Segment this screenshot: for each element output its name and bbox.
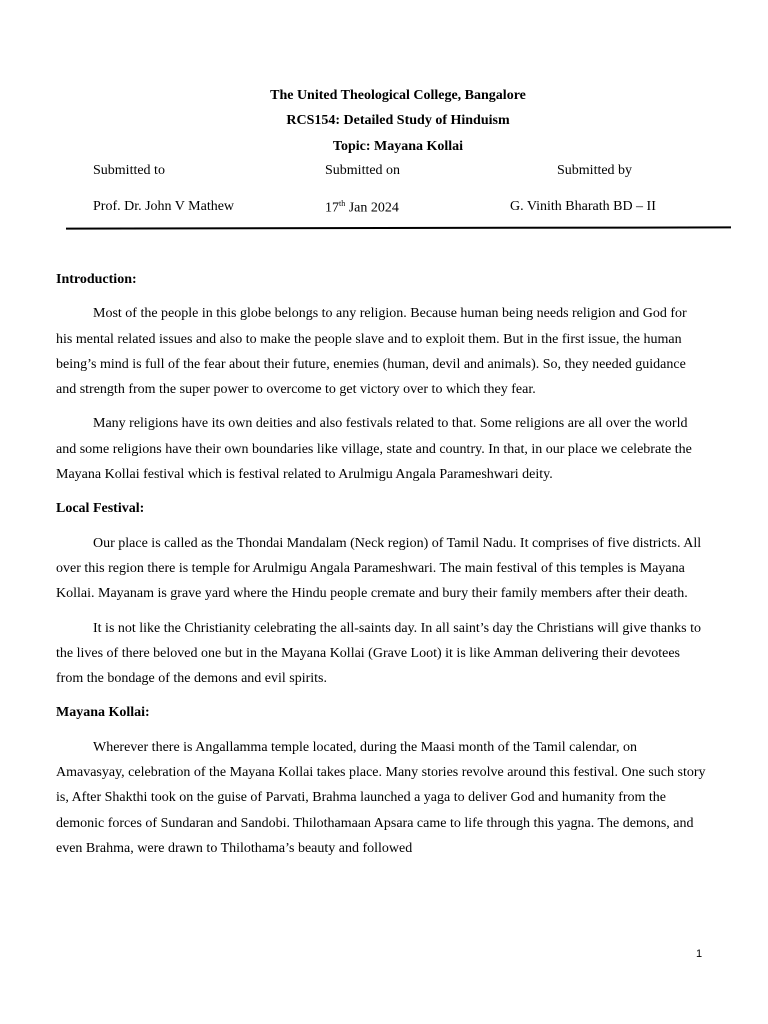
submitted-on-value <box>325 199 399 217</box>
introduction-paragraph-1: Most of the people in this globe belongs to any religion. Because human being needs religion and God for his mental related issues and also to make the people slave and to exploit them. But in the first issue, the human being’s mind is full of the fear about their future, enemies (human, devil and animals). So, they needed guidance and strength from the super power to overcome to get victory over to which they fear. <box>56 306 687 398</box>
page-number: 1 <box>696 948 703 960</box>
mayana-kollai-heading: Mayana Kollai: <box>56 705 150 721</box>
date-rest: Jan 2024 <box>345 200 399 216</box>
header-divider <box>66 226 731 229</box>
submitted-by-label: Submitted by <box>557 163 633 178</box>
document-body <box>56 267 706 861</box>
submitted-on-label: Submitted on <box>325 163 401 178</box>
date-day: 17 <box>325 200 339 216</box>
local-festival-paragraph-2: It is not like the Christianity celebrating the all-saints day. In all saint’s day the Christians will give thanks to the lives of there beloved one but in the Mayana Kollai (Grave Loot) it is like Amman delivering their devotees from the bondage of the demons and evil spirits. <box>56 620 701 687</box>
course-title: RCS154: Detailed Study of Hinduism <box>286 113 510 128</box>
submitted-to-label: Submitted to <box>93 163 165 178</box>
introduction-heading: Introduction: <box>56 272 137 287</box>
date-suffix: th <box>339 199 346 208</box>
local-festival-paragraph-1: Our place is called as the Thondai Mandalam (Neck region) of Tamil Nadu. It comprises of five districts. All over this region there is temple for Arulmigu Angala Parameshwari. The main festival of this temples is Mayana Kollai. Mayanam is grave yard where the Hindu people cremate and bury their family members after their death. <box>56 535 702 602</box>
college-title: The United Theological College, Bangalore <box>270 88 526 103</box>
topic-title: Topic: Mayana Kollai <box>332 139 464 154</box>
submitted-by-value: G. Vinith Bharath BD – II <box>510 199 656 214</box>
mayana-kollai-paragraph-1: Wherever there is Angallamma temple located, during the Maasi month of the Tamil calendar, on Amavasyay, celebration of the Mayana Kollai takes place. Many stories revolve around this festival. One such story is, After Shakthi took on the guise of Parvati, Brahma launched a yaga to deliver God and humanity from the demonic forces of Sundaran and Sandobi. Thilothamaan Apsara came to life through this yagna. The demons, and even Brahma, were drawn to Thilothama’s beauty and followed <box>56 739 706 856</box>
local-festival-heading: Local Festival: <box>56 501 145 517</box>
submitted-to-value: Prof. Dr. John V Mathew <box>93 199 235 214</box>
introduction-paragraph-2: Many religions have its own deities and also festivals related to that. Some religions are all over the world and some religions have their own boundaries like village, state and country. In that, in our place we celebrate the Mayana Kollai festival which is festival related to Arulmigu Angala Parameshwari deity. <box>56 416 692 483</box>
